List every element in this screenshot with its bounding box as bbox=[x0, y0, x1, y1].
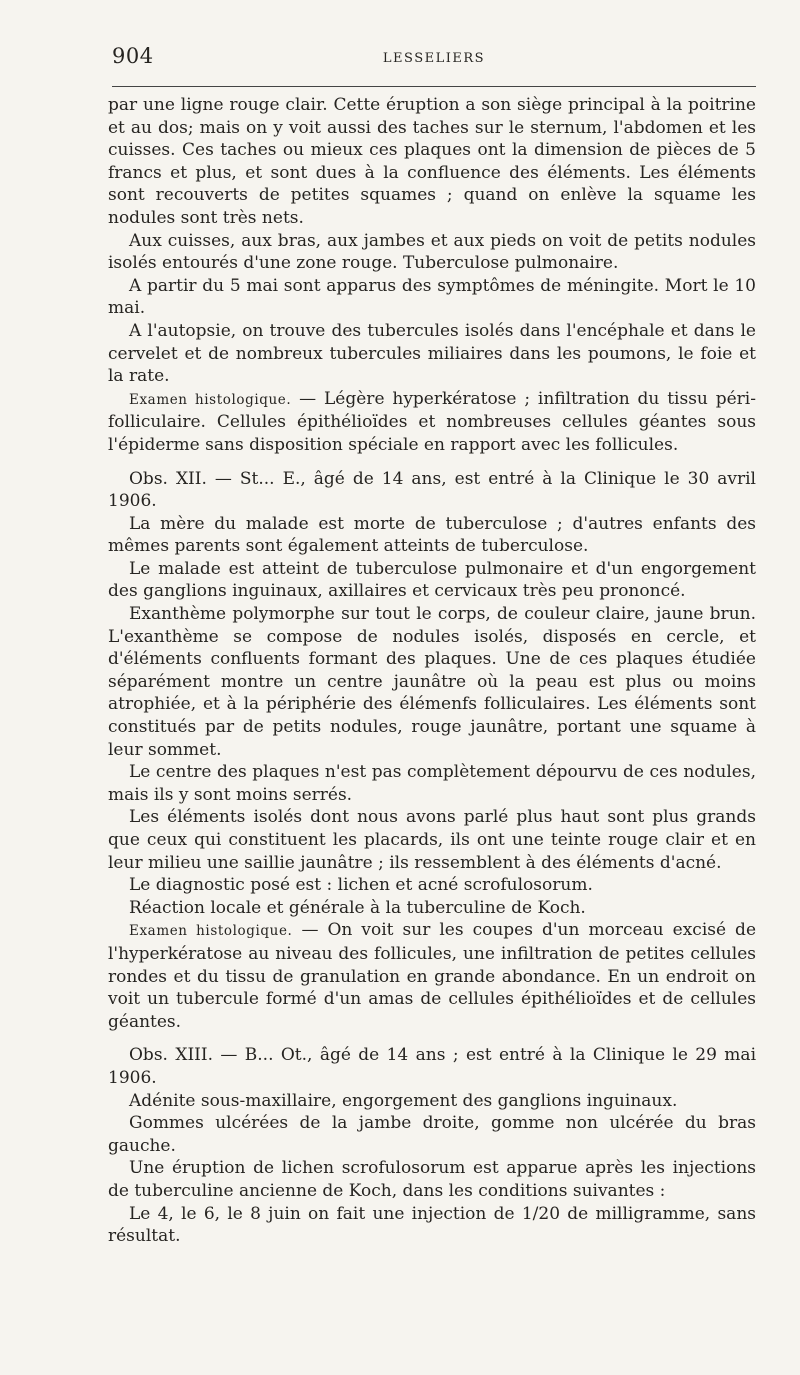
paragraph: Une éruption de lichen scrofulosorum est apparue après les injections de tuberculine ancienne de Koch, dans les conditions suivantes : bbox=[108, 1158, 756, 1201]
paragraph: Gommes ulcérées de la jambe droite, gomme non ulcérée du bras gauche. bbox=[108, 1113, 756, 1156]
paragraph: Le malade est atteint de tuberculose pulmonaire et d'un engorgement des ganglions inguinaux, axillaires et cervicaux très peu prononcé. bbox=[108, 558, 756, 602]
paragraph: Exanthème polymorphe sur tout le corps, de couleur claire, jaune brun. L'exanthème se compose de nodules isolés, disposés en cercle, et d'éléments confluents formant des plaques. Une de ces plaques étudiée séparément montre un centre jaunâtre où la peau est plus ou moins atrophiée, et à la périphérie des élémenfs folliculaires. Les éléments sont constitués par de petits nodules, rouge jaunâtre, portant une squame à leur sommet. bbox=[108, 604, 756, 760]
paragraph bbox=[108, 388, 756, 457]
paragraph: Le diagnostic posé est : lichen et acné scrofulosorum. bbox=[129, 875, 593, 896]
observation-heading: Obs. XII. — St... E., âgé de 14 ans, est entré à la Clinique le 30 avril 1906. bbox=[108, 468, 756, 512]
paragraph: La mère du malade est morte de tuberculose ; d'autres enfants des mêmes parents sont également atteints de tuberculose. bbox=[108, 513, 756, 557]
paragraph: A l'autopsie, on trouve des tubercules isolés dans l'encéphale et dans le cervelet et de nombreux tubercules miliaires dans les poumons, le foie et la rate. bbox=[108, 320, 756, 387]
body-text bbox=[108, 94, 756, 1248]
paragraph bbox=[108, 919, 756, 1033]
paragraph-text: — Légère hyperkératose ; infiltration du tissu péri-folliculaire. Cellules épithélioïdes et nombreuses cellules géantes sous l'épiderme sans disposition spéciale en rapport avec les follicules. bbox=[108, 388, 756, 455]
header-rule bbox=[112, 86, 756, 87]
page-header bbox=[112, 44, 756, 74]
running-head: LESSELIERS bbox=[382, 51, 486, 66]
paragraph: Le centre des plaques n'est pas complètement dépourvu de ces nodules, mais ils y sont moins serrés. bbox=[108, 762, 756, 805]
section-label: Examen histologique. bbox=[129, 923, 293, 940]
page-number: 904 bbox=[112, 44, 154, 68]
paragraph: Adénite sous-maxillaire, engorgement des ganglions inguinaux. bbox=[129, 1090, 678, 1111]
observation-heading: Obs. XIII. — B... Ot., âgé de 14 ans ; est entré à la Clinique le 29 mai 1906. bbox=[108, 1045, 756, 1088]
paragraph: A partir du 5 mai sont apparus des symptômes de méningite. Mort le 10 mai. bbox=[108, 275, 756, 319]
paragraph: Réaction locale et générale à la tuberculine de Koch. bbox=[129, 897, 586, 918]
section-label: Examen histologique. bbox=[129, 391, 292, 408]
paragraph: Le 4, le 6, le 8 juin on fait une injection de 1/20 de milligramme, sans résultat. bbox=[108, 1203, 756, 1247]
paragraph: par une ligne rouge clair. Cette éruption a son siège principal à la poitrine et au dos; mais on y voit aussi des taches sur le sternum, l'abdomen et les cuisses. Ces taches ou mieux ces plaques ont la dimension de pièces de 5 francs et plus, et sont dues à la confluence des éléments. Les éléments sont recouverts de petites squames ; quand on enlève la squame les nodules sont très nets. bbox=[108, 95, 756, 228]
paragraph-text: — On voit sur les coupes d'un morceau excisé de l'hyperkératose au niveau des follicules, une infiltration de petites cellules rondes et du tissu de granulation en grande abondance. En un endroit on voit un tubercule formé d'un amas de cellules épithélioïdes et de cellules géantes. bbox=[108, 920, 757, 1032]
paragraph: Les éléments isolés dont nous avons parlé plus haut sont plus grands que ceux qui constituent les placards, ils ont une teinte rouge clair et en leur milieu une saillie jaunâtre ; ils ressemblent à des éléments d'acné. bbox=[108, 807, 756, 873]
paragraph: Aux cuisses, aux bras, aux jambes et aux pieds on voit de petits nodules isolés entourés d'une zone rouge. Tuberculose pulmonaire. bbox=[108, 230, 756, 274]
